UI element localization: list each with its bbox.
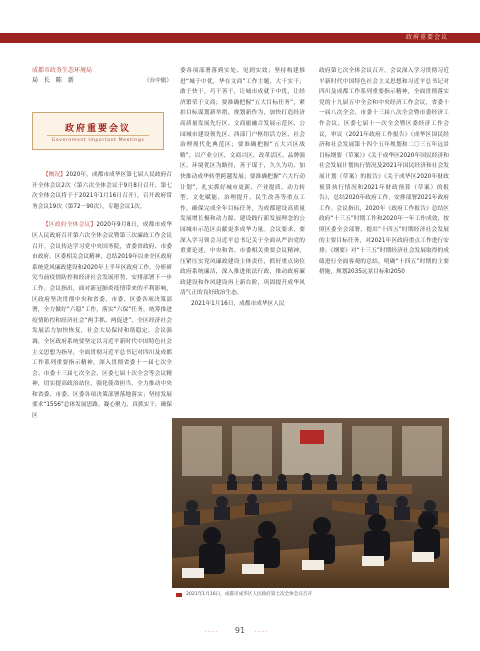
column-1-body bbox=[32, 170, 172, 422]
section-title-en: Government Important Meetings bbox=[51, 138, 145, 143]
column-1 bbox=[32, 66, 172, 86]
paragraph-text: 2021年1月16日，成都市成华区人民 bbox=[191, 301, 285, 308]
paragraph-seventh-plenary-start bbox=[180, 299, 305, 310]
photo-caption: 2021年1月16日，成都市成华区人民政府第七次全体会议召开 bbox=[186, 592, 313, 597]
paragraph-text: 2020年，成都市成华区第七届人民政府召开全体会议2次（第六次全体会议于9月8日召开、第七次全体会议将于于2021年1月16日召开），召开政府常务会议19次（第72－90次），专题会议1次。 bbox=[32, 172, 172, 210]
section-title-box bbox=[32, 112, 164, 150]
paragraph-continuation bbox=[180, 66, 305, 299]
footer-dots-right: ····· bbox=[255, 629, 268, 635]
caption-marker bbox=[176, 593, 182, 597]
meeting-photo-illustration bbox=[172, 418, 449, 588]
paragraph-tag: 【区政府全体会议】 bbox=[43, 222, 97, 229]
paragraph-text: 政府第七次全体会议召开。会议深入学习贯彻习近平新时代中国特色社会主义思想和习近平总书记对四川及成都工作系列重要指示精神，全面贯彻落实党的十九届五中全会和中央经济工作会议，省委十一届八次全会、市委十三届八次全会暨市委经济工作会议、区委七届十一次全会暨区委经济工作会议，审议《2021年政府工作报告》《成华区国民经济和社会发展第十四个五年规划和二〇三五年远景目标纲要（草案）》《关于成华区2020年国民经济和社会发展计划执行情况及2021年国民经济和社会发展计划（草案）的报告》《关于成华区2020年财政预算执行情况和2021年财政预算（草案）的报告》，总结2020年政府工作，安排部署2021年政府工作。会议指出，2020年《政府工作报告》总结区政府“十三五”时期工作和2020年一年工作成效，按照区委全会部署，提出“十四五”时期经济社会发展的主要目标任务，对2021年区政府重点工作进行安排；《纲要》对“十三五”时期经济社会发展取得的成绩进行全面客观的总结，明确“十四五”时期的主要措施，规划2035远景目标和2050 bbox=[319, 68, 449, 276]
author-role: （台中旅） bbox=[144, 78, 172, 84]
section-title-rule bbox=[47, 135, 149, 136]
paragraph-text: 2020年9月8日，成都市成华区人民政府召开第六次全体会议暨第三次廉政工作会议召开。会议传达学习党中央国务院，省委省政府、市委市政府、区委相关会议精神，总结2019年以来全区政府系统党风廉政建设和2020年上半年区政府工作，分析研究当前疫情防控和经济社会发展形势，安排部署下一步工作。会议指出，面对新冠肺炎疫情带来的不利影响，区政府坚决贯彻中央和省委、市委、区委各项决策部署，全力做好“六稳”工作，落实“六保”任务，统筹推进疫情防控和经济社会“两手抓、两促进”，全区经济社会发展活力加快恢复，社会大局保持和谐稳定。会议强调，全区政府系统要坚定以习近平新时代中国特色社会主义思想为指导，全面贯彻习近平总书记对四川及成都工作系列重要指示精神，深入贯彻省委十一届七次全会、市委十三届七次全会、区委七届十次全会等会议精神，切实提高政治站位，强化使命担当，全力推动中央和省委、市委、区委各项决策部署落地落实；坚持发展要求“1556”总体发展思路，凝心聚力、真抓实干，确保区 bbox=[32, 222, 173, 420]
author-names: 局 长 陈 新 bbox=[32, 77, 76, 84]
column-3 bbox=[319, 66, 449, 278]
paragraph-text: 委各项部署落到实处、见到实效；坚持构建推进“城于中优，华在文商”工作主题，大干实干，敢于快干，巧干善干，让城市成就于中优，让经济繁荣于文商；要准确把握“五大目标任务”，紧扣目标谋划新举措、规划新作为，加快打造经济高质量发展先行区、文商旅融合发展示范区、公园城市建设领先区、西部门户枢纽活力区、社会治理现代化典范区；要准确把握“五大兴区战略”，以产业立区、文商兴区、改革活区、品牌强区、环境优区为路径，善于谋于，久久为功，加快推动成华转型跨越发展；要准确把握“六大行动计划”，扎实抓好城市更新、产业提质、动力转型、文化赋能、治理提升、民生改善等重点工作，确保完成全年目标任务，为成都建设高质量发展增长极和动力源、建设践行新发展理念的公园城市示范区贡献更多成华力量。会议要求，要深入学习领会习近平总书记关于全面从严治党的重要论述，中央和省、市委相关重要会议精神，压紧压实党风廉政建设主体责任，抓好重点岗位政府系统廉洁，深入推进依法行政，推动政府廉政建设和作风建设再上新台阶，巩固提升成华风清气正的良好政治生态。 bbox=[180, 68, 305, 297]
column-2 bbox=[180, 66, 305, 310]
section-title-zh: 政府重要会议 bbox=[64, 124, 131, 134]
paragraph-overview bbox=[32, 170, 172, 212]
paragraph-seventh-plenary bbox=[319, 66, 449, 278]
running-section-label: 政府重要会议 bbox=[405, 34, 448, 41]
paragraph-tag: 【概况】 bbox=[43, 172, 66, 178]
author-line bbox=[32, 76, 172, 86]
meeting-photo bbox=[172, 418, 449, 588]
author-org: 成都市政务生态环境局 bbox=[32, 67, 93, 74]
footer-dots-left: ····· bbox=[205, 629, 218, 635]
paragraph-plenary bbox=[32, 220, 172, 421]
page-number: 91 bbox=[234, 626, 246, 635]
